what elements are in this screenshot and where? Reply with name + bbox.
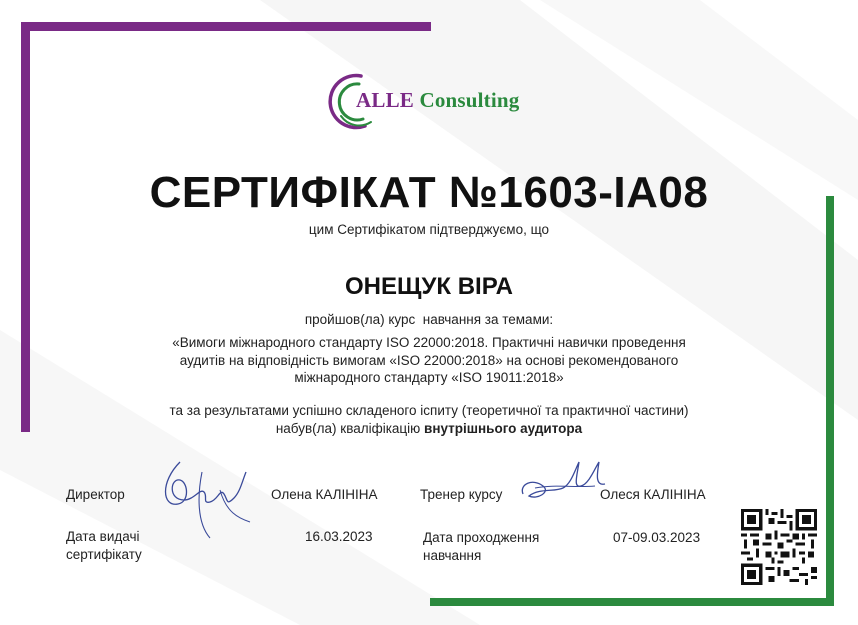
director-label: Директор bbox=[66, 487, 125, 502]
result-line: та за результатами успішно складеного іспиту (теоретичної та практичної частини) bbox=[169, 403, 689, 418]
issue-date-value: 16.03.2023 bbox=[305, 529, 373, 544]
director-name: Олена КАЛІНІНА bbox=[271, 487, 378, 502]
topic-line: «Вимоги міжнародного стандарту ISO 22000:2018. Практичні навички проведення bbox=[172, 335, 686, 350]
frame-green-right bbox=[826, 196, 834, 606]
frame-purple-top bbox=[21, 22, 431, 31]
topic-line: міжнародного стандарту «ISO 19011:2018» bbox=[294, 370, 564, 385]
issue-date-label bbox=[66, 528, 142, 563]
certificate-subtitle: цим Сертифікатом підтверджуємо, що bbox=[308, 222, 550, 237]
qr-code-icon bbox=[741, 509, 817, 585]
recipient-name: ОНЕЩУК ВІРА bbox=[345, 273, 513, 300]
exam-result bbox=[100, 402, 758, 437]
course-intro: пройшов(ла) курс навчання за темами: bbox=[304, 312, 554, 327]
topic-line: аудитів на відповідність вимогам «ISO 22000:2018» на основі рекомендованого bbox=[179, 352, 679, 368]
qualification-prefix: набув(ла) кваліфікацію bbox=[275, 420, 425, 436]
training-date-value: 07-09.03.2023 bbox=[613, 530, 701, 545]
logo-word: Consulting bbox=[419, 88, 520, 112]
training-date-label-line: навчання bbox=[423, 547, 482, 563]
course-topic bbox=[140, 334, 718, 387]
frame-green-bottom bbox=[430, 598, 834, 606]
issue-date-label-line: сертифікату bbox=[66, 546, 142, 562]
certificate-title: СЕРТИФІКАТ №1603-IA08 bbox=[149, 168, 709, 217]
trainer-name: Олеся КАЛІНІНА bbox=[600, 487, 706, 502]
logo-brand: ALLE bbox=[356, 88, 414, 112]
training-date-label-line: Дата проходження bbox=[423, 530, 540, 545]
logo-wordmark bbox=[356, 88, 520, 113]
qualification-title: внутрішнього аудитора bbox=[424, 420, 583, 436]
trainer-label: Тренер курсу bbox=[420, 487, 503, 502]
training-date-label bbox=[423, 529, 539, 564]
issue-date-label-line: Дата видачі bbox=[66, 529, 140, 544]
director-signature bbox=[150, 452, 260, 542]
result-line bbox=[100, 420, 758, 438]
